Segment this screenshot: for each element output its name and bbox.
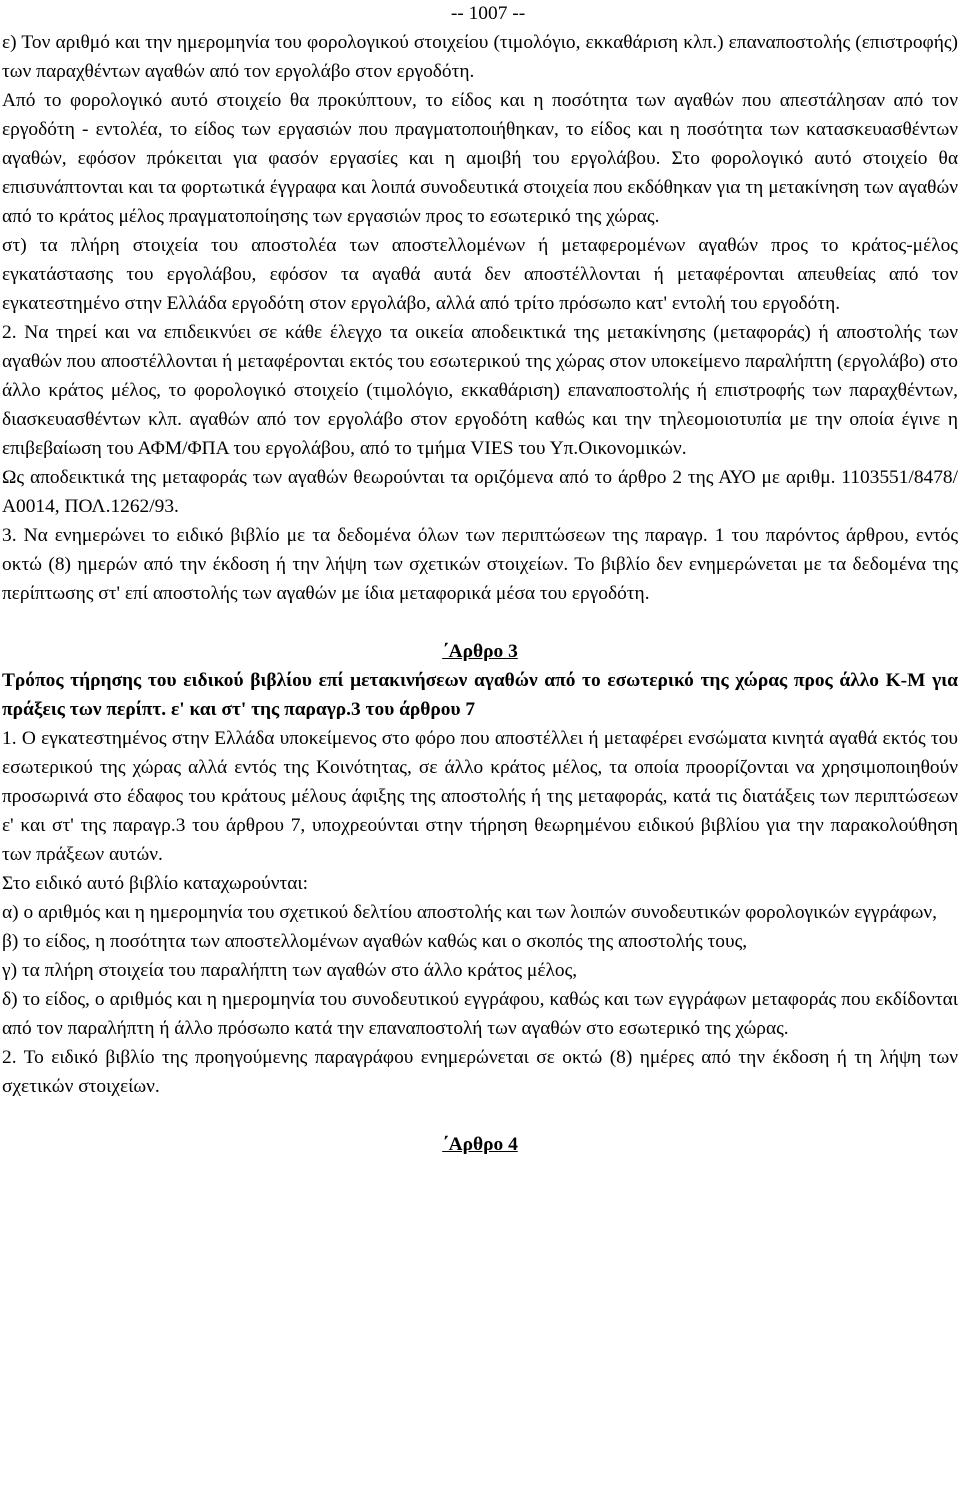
paragraph-st-sender-details: στ) τα πλήρη στοιχεία του αποστολέα των αποστελλομένων ή μεταφερομένων αγαθών προς το κράτος-μέλος εγκατάστασης του εργολάβου, εφόσον τα αγαθά αυτά δεν αποστέλλονται ή μεταφέρονται απευθείας από τον εγκατεστημένο στην Ελλάδα εργοδότη στον εργολάβο, αλλά από τρίτο πρόσωπο κατ' εντολή του εργοδότη. [2, 235, 958, 314]
article-3-heading: ΄Αρθρο 3 [442, 641, 518, 662]
paragraph-3-update-book: 3. Να ενημερώνει το ειδικό βιβλίο με τα δεδομένα όλων των περιπτώσεων της παραγρ. 1 του παρόντος άρθρου, εντός οκτώ (8) ημερών από την έκδοση ή την λήψη των σχετικών στοιχείων. Το βιβλίο δεν ενημερώνεται με τα δεδομένα της περίπτωσης στ' επί αποστολής των αγαθών με ίδια μεταφορικά μέσα του εργοδότη. [2, 525, 958, 604]
article-3-paragraph-2: 2. Το ειδικό βιβλίο της προηγούμενης παραγράφου ενημερώνεται σε οκτώ (8) ημέρες από την έκδοση ή τη λήψη των σχετικών στοιχείων. [2, 1047, 958, 1097]
paragraph-2-keep-evidence: 2. Να τηρεί και να επιδεικνύει σε κάθε έλεγχο τα οικεία αποδεικτικά της μετακίνησης (μεταφοράς) ή αποστολής των αγαθών που αποστέλλονται ή μεταφέρονται εκτός του εσωτερικού της χώρας στον υποκείμενο παραλήπτη (εργολάβο) στο άλλο κράτος μέλος, το φορολογικό στοιχείο (τιμολόγιο, εκκαθάριση) επαναποστολής ή επιστροφής των παραχθέντων, διασκευασθέντων κλπ. αγαθών από τον εργολάβο στον εργοδότη καθώς και την τηλεομοιοτυπία με την οποία έγινε η επιβεβαίωση του ΑΦΜ/ΦΠΑ του εργολάβου, από το τμήμα VIES του Υπ.Οικονομικών. [2, 322, 958, 459]
page-number: -- 1007 -- [450, 3, 526, 24]
spacer [2, 608, 958, 637]
article-3-title: Τρόπος τήρησης του ειδικού βιβλίου επί μετακινήσεων αγαθών από το εσωτερικό της χώρας προς άλλο Κ-Μ για πράξεις των περίπτ. ε' και στ' της παραγρ.3 του άρθρου 7 [2, 670, 958, 720]
article-3-item-d: δ) το είδος, ο αριθμός και η ημερομηνία του συνοδευτικού εγγράφου, καθώς και των εγγράφων μεταφοράς που εκδίδονται από τον παραλήπτη ή άλλο πρόσωπο κατά την επαναποστολή των αγαθών στο εσωτερικό της χώρας. [2, 989, 958, 1039]
paragraph-tax-document-contents: Από το φορολογικό αυτό στοιχείο θα προκύπτουν, το είδος και η ποσότητα των αγαθών που απεστάλησαν από τον εργοδότη - εντολέα, το είδος των εργασιών που πραγματοποιήθηκαν, το είδος και η ποσότητα των κατασκευασθέντων αγαθών, εφόσον πρόκειται για φασόν εργασίες και η αμοιβή του εργολάβου. Στο φορολογικό αυτό στοιχείο θα επισυνάπτονται και τα φορτωτικά έγγραφα και λοιπά συνοδευτικά στοιχεία που εκδόθηκαν για τη μετακίνηση των αγαθών από το κράτος μέλος πραγματοποίησης των εργασιών προς το εσωτερικό της χώρας. [2, 90, 958, 227]
paragraph-e-invoice-number: ε) Τον αριθμό και την ημερομηνία του φορολογικού στοιχείου (τιμολόγιο, εκκαθάριση κλπ.) επαναποστολής (επιστροφής) των παραχθέντων αγαθών από τον εργολάβο στον εργοδότη. [2, 32, 958, 82]
document-page [2, 0, 958, 1159]
article-3-book-entries-intro: Στο ειδικό αυτό βιβλίο καταχωρούνται: [2, 873, 309, 894]
article-3-item-b: β) το είδος, η ποσότητα των αποστελλομένων αγαθών καθώς και ο σκοπός της αποστολής τους, [2, 931, 748, 952]
spacer [2, 1101, 958, 1130]
article-4-heading: ΄Αρθρο 4 [442, 1134, 518, 1155]
article-3-paragraph-1: 1. Ο εγκατεστημένος στην Ελλάδα υποκείμενος στο φόρο που αποστέλλει ή μεταφέρει ενσώματα κινητά αγαθά εκτός του εσωτερικού της χώρας αλλά εντός της Κοινότητας, σε άλλο κράτος μέλος, τα οποία προορίζονται να χρησιμοποιηθούν προσωρινά στο έδαφος του κράτους μέλους άφιξης της αποστολής ή της μεταφοράς, κατά τις διατάξεις των περιπτώσεων ε' και στ' της παραγρ.3 του άρθρου 7, υποχρεούνται στην τήρηση θεωρημένου ειδικού βιβλίου για την παρακολούθηση των πράξεων αυτών. [2, 728, 958, 865]
article-3-item-c: γ) τα πλήρη στοιχεία του παραλήπτη των αγαθών στο άλλο κράτος μέλος, [2, 960, 578, 981]
article-3-item-a: α) ο αριθμός και η ημερομηνία του σχετικού δελτίου αποστολής και των λοιπών συνοδευτικών φορολογικών εγγράφων, [2, 902, 937, 923]
paragraph-transport-evidence: Ως αποδεικτικά της μεταφοράς των αγαθών θεωρούνται τα οριζόμενα από το άρθρο 2 της ΑΥΟ με αριθμ. 1103551/8478/Α0014, ΠΟΛ.1262/93. [2, 467, 958, 517]
